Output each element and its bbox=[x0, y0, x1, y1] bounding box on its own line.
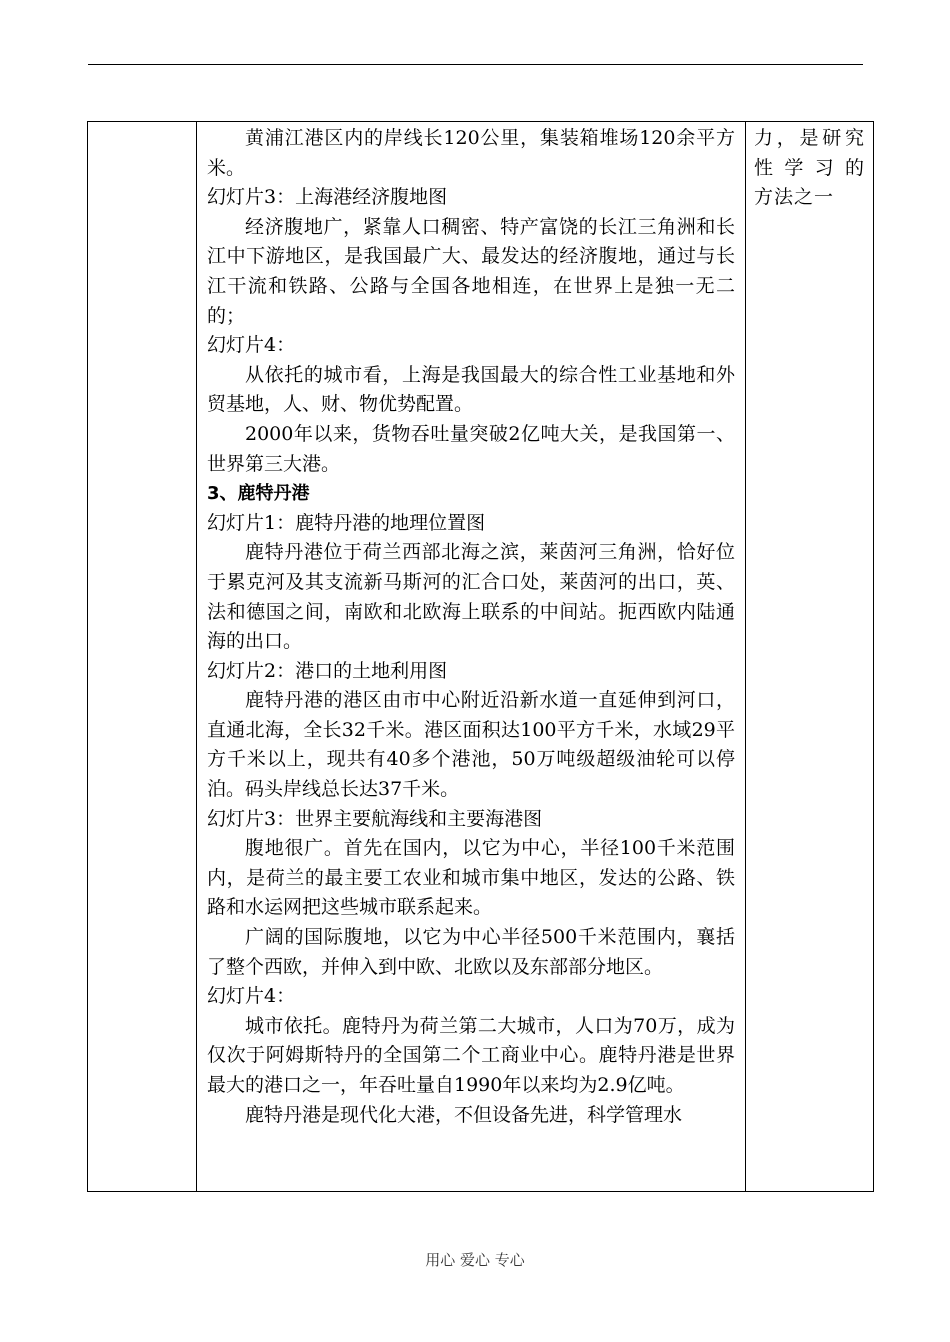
paragraph: 从依托的城市看，上海是我国最大的综合性工业基地和外贸基地，人、财、物优势配置。 bbox=[207, 363, 735, 416]
paragraph: 鹿特丹港的港区由市中心附近沿新水道一直延伸到河口，直通北海，全长32千米。港区面积达100平方千米，水域29平方千米以上，现共有40多个港池，50万吨级超级油轮可以停泊。码头岸线总长达37千米。 bbox=[207, 689, 735, 801]
side-note-cell bbox=[746, 122, 874, 1192]
paragraph: 城市依托。鹿特丹为荷兰第二大城市，人口为70万，成为仅次于阿姆斯特丹的全国第二个工商业中心。鹿特丹港是世界最大的港口之一，年吞吐量自1990年以来均为2.9亿吨。 bbox=[207, 1014, 735, 1096]
header-rule bbox=[88, 64, 863, 65]
paragraph: 经济腹地广，紧靠人口稠密、特产富饶的长江三角洲和长江中下游地区，是我国最广大、最发达的经济腹地，通过与长江干流和铁路、公路与全国各地相连，在世界上是独一无二的； bbox=[207, 215, 735, 327]
paragraph: 广阔的国际腹地，以它为中心半径500千米范围内，襄括了整个西欧，并伸入到中欧、北欧以及东部部分地区。 bbox=[207, 926, 735, 978]
lesson-table bbox=[87, 121, 874, 1192]
paragraph: 黄浦江港区内的岸线长120公里，集装箱堆场120余平方米。 bbox=[207, 127, 735, 179]
slide-label: 幻灯片2：港口的土地利用图 bbox=[207, 659, 448, 682]
paragraph: 鹿特丹港位于荷兰西部北海之滨，莱茵河三角洲，恰好位于累克河及其支流新马斯河的汇合口处，莱茵河的出口，英、法和德国之间，南欧和北欧海上联系的中间站。扼西欧内陆通海的出口。 bbox=[207, 541, 735, 653]
slide-label: 幻灯片3：世界主要航海线和主要海港图 bbox=[207, 807, 543, 830]
main-content-cell bbox=[197, 122, 746, 1192]
slide-label: 幻灯片1：鹿特丹港的地理位置图 bbox=[207, 511, 486, 534]
slide-label: 幻灯片4： bbox=[207, 985, 296, 1008]
paragraph: 腹地很广。首先在国内，以它为中心，半径100千米范围内，是荷兰的最主要工农业和城市集中地区，发达的公路、铁路和水运网把这些城市联系起来。 bbox=[207, 837, 735, 919]
paragraph: 2000年以来，货物吞吐量突破2亿吨大关，是我国第一、世界第三大港。 bbox=[207, 422, 735, 475]
slide-label: 幻灯片4： bbox=[207, 334, 296, 357]
paragraph: 鹿特丹港是现代化大港，不但设备先进，科学管理水 bbox=[245, 1103, 683, 1126]
slide-label: 幻灯片3：上海港经济腹地图 bbox=[207, 186, 448, 209]
side-note-line: 力，是研究 bbox=[754, 127, 865, 149]
section-heading: 3、鹿特丹港 bbox=[207, 483, 310, 505]
side-note-line: 方法之一 bbox=[754, 186, 835, 209]
table-row bbox=[88, 122, 874, 1192]
side-note-line: 性学习的 bbox=[754, 156, 865, 179]
left-cell bbox=[88, 122, 197, 1192]
page-footer: 用心 爱心 专心 bbox=[425, 1251, 525, 1269]
